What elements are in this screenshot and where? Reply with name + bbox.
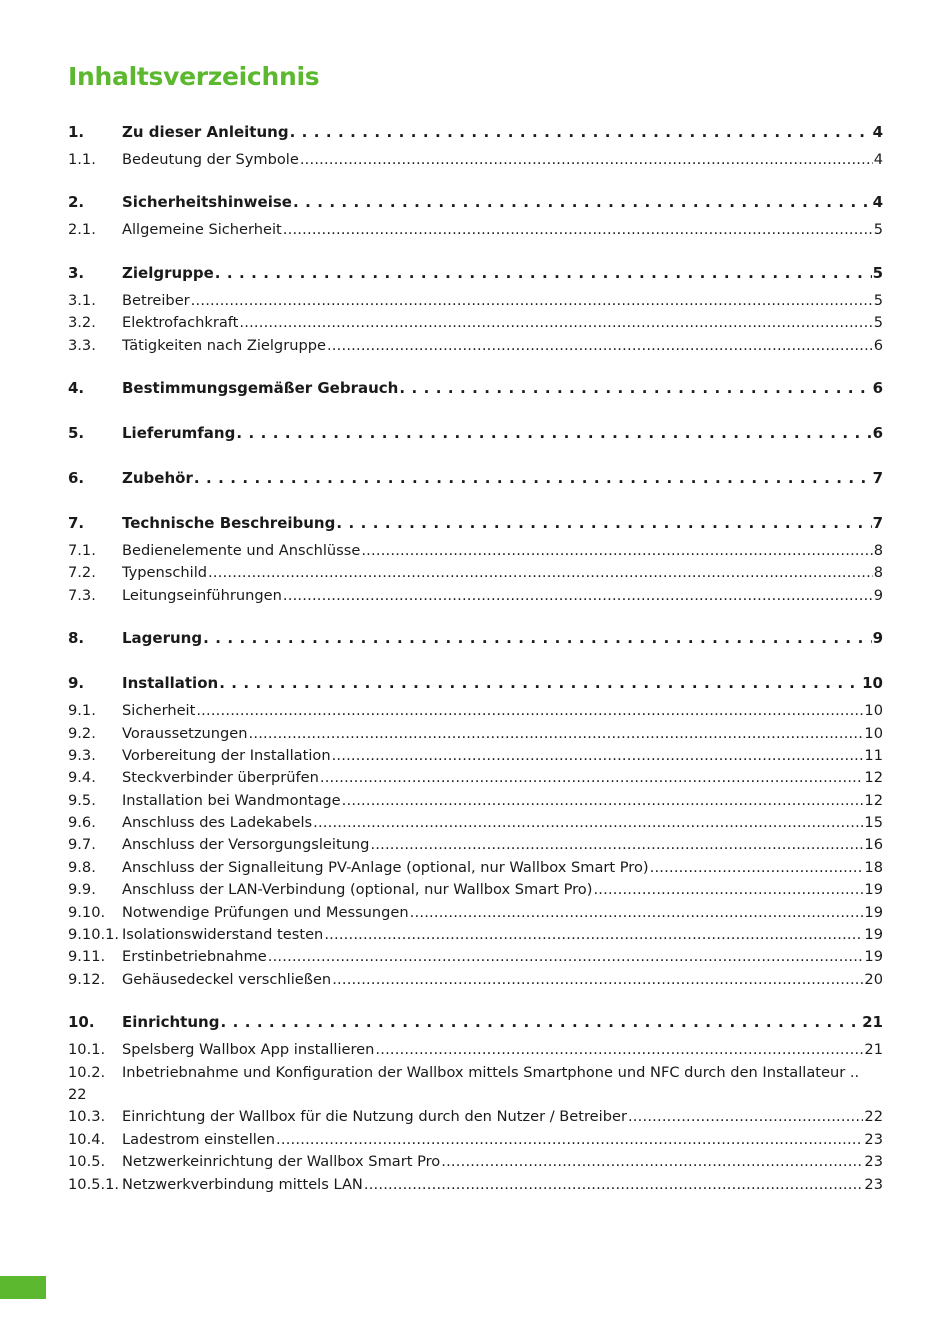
toc-section-number: 10.5.1. bbox=[68, 1175, 120, 1193]
toc-chapter-title: Einrichtung bbox=[122, 1013, 220, 1032]
toc-page-number: 4 bbox=[872, 193, 883, 212]
toc-page-number: 5 bbox=[872, 263, 883, 282]
toc-dot-leader bbox=[364, 1174, 864, 1196]
toc-section-entry[interactable] bbox=[68, 745, 883, 767]
toc-page-number: 20 bbox=[864, 970, 883, 988]
toc-section-title: Elektrofachkraft bbox=[122, 314, 239, 332]
toc-page-number: 15 bbox=[864, 814, 883, 832]
toc-dot-leader bbox=[239, 312, 872, 334]
toc-section-entry[interactable] bbox=[68, 149, 883, 171]
toc-dot-leader bbox=[320, 767, 864, 789]
toc-section-entry[interactable] bbox=[68, 1151, 883, 1173]
toc-chapter-entry[interactable] bbox=[68, 188, 883, 216]
table-of-contents bbox=[68, 118, 883, 1196]
toc-section-title: Anschluss der Versorgungsleitung bbox=[122, 836, 370, 854]
toc-chapter-title: Sicherheitshinweise bbox=[122, 193, 292, 212]
toc-dot-leader bbox=[650, 857, 864, 879]
toc-section-entry[interactable] bbox=[68, 946, 883, 968]
toc-section-number: 7.3. bbox=[68, 586, 96, 604]
toc-dot-leader bbox=[313, 812, 863, 834]
toc-page-number: 18 bbox=[864, 858, 883, 876]
toc-dot-leader bbox=[283, 585, 873, 607]
toc-section-number: 9.7. bbox=[68, 836, 96, 854]
toc-chapter-title: Zubehör bbox=[122, 468, 193, 487]
toc-chapter-number: 4. bbox=[68, 378, 85, 397]
toc-section-number: 10.1. bbox=[68, 1041, 106, 1059]
toc-section-number: 9.1. bbox=[68, 702, 96, 720]
toc-page-number: 4 bbox=[873, 151, 883, 168]
toc-chapter bbox=[68, 509, 883, 607]
toc-chapter bbox=[68, 419, 883, 447]
toc-section-title: Bedienelemente und Anschlüsse bbox=[122, 541, 361, 559]
toc-chapter bbox=[68, 669, 883, 991]
toc-chapter-entry[interactable] bbox=[68, 118, 883, 146]
toc-chapter-entry[interactable] bbox=[68, 669, 883, 697]
toc-chapter bbox=[68, 259, 883, 357]
toc-section-entry[interactable] bbox=[68, 312, 883, 334]
toc-section-title: Einrichtung der Wallbox für die Nutzung durch den Nutzer / Betreiber bbox=[122, 1108, 627, 1126]
toc-page-number: 19 bbox=[864, 948, 883, 966]
toc-dot-leader bbox=[220, 1008, 861, 1036]
toc-section-entry[interactable] bbox=[68, 924, 883, 946]
toc-section-number: 7.2. bbox=[68, 564, 96, 582]
toc-section-title: Inbetriebnahme und Konfiguration der Wallbox mittels Smartphone und NFC durch den Installateur .. bbox=[122, 1063, 860, 1081]
toc-page-number: 11 bbox=[864, 746, 883, 764]
toc-page-number: 23 bbox=[864, 1153, 883, 1171]
toc-chapter-title: Technische Beschreibung bbox=[122, 513, 336, 532]
toc-section-title: Gehäusedeckel verschließen bbox=[122, 970, 332, 988]
toc-chapter-number: 9. bbox=[68, 674, 85, 693]
toc-dot-leader bbox=[196, 700, 863, 722]
toc-chapter-entry[interactable] bbox=[68, 509, 883, 537]
toc-page-number: 10 bbox=[862, 674, 883, 693]
toc-page-number: 5 bbox=[873, 221, 883, 239]
toc-dot-leader bbox=[342, 790, 864, 812]
toc-dot-leader bbox=[300, 149, 873, 171]
toc-page-number: 12 bbox=[864, 791, 883, 809]
toc-dot-leader bbox=[283, 219, 873, 241]
toc-page-number: 19 bbox=[864, 903, 883, 921]
toc-chapter-entry[interactable] bbox=[68, 1008, 883, 1036]
toc-page-number: 10 bbox=[864, 724, 883, 742]
toc-dot-leader bbox=[236, 419, 871, 447]
toc-section-number: 7.1. bbox=[68, 541, 96, 559]
toc-page-number: 22 bbox=[864, 1108, 883, 1126]
toc-chapter-number: 2. bbox=[68, 193, 85, 212]
toc-section-entry[interactable] bbox=[68, 902, 883, 924]
toc-chapter bbox=[68, 1008, 883, 1196]
toc-chapter-title: Installation bbox=[122, 674, 219, 693]
toc-section-entry[interactable] bbox=[68, 879, 883, 901]
toc-section-entry[interactable] bbox=[68, 540, 883, 562]
toc-section-number: 1.1. bbox=[68, 151, 96, 168]
toc-page-number: 23 bbox=[864, 1130, 883, 1148]
toc-section-entry[interactable] bbox=[68, 1106, 883, 1128]
toc-section-entry[interactable] bbox=[68, 834, 883, 856]
toc-section-entry[interactable] bbox=[68, 767, 883, 789]
toc-dot-leader bbox=[324, 924, 863, 946]
toc-section-entry[interactable] bbox=[68, 1174, 883, 1196]
toc-section-entry[interactable] bbox=[68, 219, 883, 241]
toc-section-number: 9.4. bbox=[68, 769, 96, 787]
toc-page-number: 23 bbox=[864, 1175, 883, 1193]
toc-page-number: 19 bbox=[864, 881, 883, 899]
toc-dot-leader bbox=[208, 562, 873, 584]
toc-dot-leader bbox=[327, 335, 873, 357]
toc-page-number: 6 bbox=[872, 378, 883, 397]
toc-dot-leader bbox=[375, 1039, 863, 1061]
toc-page-number: 5 bbox=[873, 314, 883, 332]
toc-section-title: Allgemeine Sicherheit bbox=[122, 221, 282, 239]
toc-section-title: Ladestrom einstellen bbox=[122, 1130, 276, 1148]
toc-page-number: 9 bbox=[872, 629, 883, 648]
toc-section-number: 3.1. bbox=[68, 291, 96, 309]
toc-page-number: 8 bbox=[873, 541, 883, 559]
toc-page-number: 7 bbox=[872, 468, 883, 487]
toc-chapter-title: Lagerung bbox=[122, 629, 203, 648]
toc-section-entry[interactable] bbox=[68, 700, 883, 722]
toc-chapter-entry[interactable] bbox=[68, 624, 883, 652]
toc-section-title: Tätigkeiten nach Zielgruppe bbox=[122, 336, 326, 354]
toc-dot-leader bbox=[410, 902, 864, 924]
toc-section-title: Typenschild bbox=[122, 564, 208, 582]
toc-section-number: 9.9. bbox=[68, 881, 96, 899]
toc-section-entry-continued[interactable] bbox=[68, 1084, 883, 1106]
toc-section-entry[interactable] bbox=[68, 1039, 883, 1061]
toc-page-number: 12 bbox=[864, 769, 883, 787]
toc-section-title: Notwendige Prüfungen und Messungen bbox=[122, 903, 409, 921]
toc-section-title: Spelsberg Wallbox App installieren bbox=[122, 1041, 375, 1059]
toc-section-number: 10.5. bbox=[68, 1153, 106, 1171]
toc-section-title: Voraussetzungen bbox=[122, 724, 248, 742]
toc-chapter-number: 10. bbox=[68, 1013, 95, 1032]
toc-chapter-entry[interactable] bbox=[68, 259, 883, 287]
toc-section-entry[interactable] bbox=[68, 1129, 883, 1151]
toc-section-number: 10.4. bbox=[68, 1130, 106, 1148]
page-title: Inhaltsverzeichnis bbox=[68, 62, 320, 91]
toc-page-number: 21 bbox=[862, 1013, 883, 1032]
toc-section-entry[interactable] bbox=[68, 585, 883, 607]
toc-section-number: 9.10. bbox=[68, 903, 106, 921]
toc-section-entry[interactable] bbox=[68, 1062, 883, 1084]
toc-section-number: 9.11. bbox=[68, 948, 106, 966]
toc-chapter-title: Bestimmungsgemäßer Gebrauch bbox=[122, 378, 399, 397]
toc-chapter-title: Lieferumfang bbox=[122, 423, 236, 442]
toc-chapter-title: Zielgruppe bbox=[122, 263, 214, 282]
toc-chapter bbox=[68, 624, 883, 652]
toc-page-number: 4 bbox=[872, 123, 883, 141]
toc-chapter bbox=[68, 118, 883, 171]
toc-dot-leader bbox=[191, 290, 873, 312]
toc-chapter-title: Zu dieser Anleitung bbox=[122, 123, 289, 141]
toc-chapter-number: 7. bbox=[68, 513, 85, 532]
toc-chapter-number: 6. bbox=[68, 468, 85, 487]
toc-section-number: 9.6. bbox=[68, 814, 96, 832]
toc-section-entry[interactable] bbox=[68, 290, 883, 312]
toc-section-entry[interactable] bbox=[68, 969, 883, 991]
page-corner-tab bbox=[0, 1276, 46, 1299]
toc-dot-leader bbox=[194, 464, 872, 492]
toc-dot-leader bbox=[628, 1106, 863, 1128]
toc-section-number: 2.1. bbox=[68, 221, 96, 239]
toc-section-entry[interactable] bbox=[68, 790, 883, 812]
toc-dot-leader bbox=[361, 540, 872, 562]
toc-section-number: 9.3. bbox=[68, 746, 96, 764]
toc-section-title: Isolationswiderstand testen bbox=[122, 926, 324, 944]
toc-dot-leader bbox=[399, 374, 871, 402]
toc-chapter-entry[interactable] bbox=[68, 374, 883, 402]
toc-section-title: Anschluss der Signalleitung PV-Anlage (optional, nur Wallbox Smart Pro) bbox=[122, 858, 649, 876]
toc-page-number: 21 bbox=[864, 1041, 883, 1059]
toc-chapter-number: 3. bbox=[68, 263, 85, 282]
toc-chapter bbox=[68, 188, 883, 241]
toc-dot-leader bbox=[593, 879, 863, 901]
toc-section-entry[interactable] bbox=[68, 562, 883, 584]
toc-section-title: Leitungseinführungen bbox=[122, 586, 282, 604]
toc-page-number: 6 bbox=[873, 336, 883, 354]
toc-section-number: 9.5. bbox=[68, 791, 96, 809]
toc-chapter-entry[interactable] bbox=[68, 419, 883, 447]
toc-section-number: 9.10.1. bbox=[68, 926, 120, 944]
toc-dot-leader bbox=[203, 624, 871, 652]
toc-dot-leader bbox=[276, 1129, 863, 1151]
toc-dot-leader bbox=[441, 1151, 863, 1173]
toc-page-number: 16 bbox=[864, 836, 883, 854]
toc-section-entry[interactable] bbox=[68, 723, 883, 745]
toc-page-number: 19 bbox=[864, 926, 883, 944]
toc-dot-leader bbox=[293, 188, 872, 216]
toc-section-title: Anschluss des Ladekabels bbox=[122, 814, 313, 832]
toc-chapter-number: 5. bbox=[68, 423, 85, 442]
toc-section-entry[interactable] bbox=[68, 812, 883, 834]
toc-dot-leader bbox=[215, 259, 872, 287]
toc-section-title: Anschluss der LAN-Verbindung (optional, nur Wallbox Smart Pro) bbox=[122, 881, 593, 899]
toc-chapter-entry[interactable] bbox=[68, 464, 883, 492]
toc-section-number: 3.2. bbox=[68, 314, 96, 332]
toc-chapter bbox=[68, 374, 883, 402]
toc-section-number: 9.12. bbox=[68, 970, 106, 988]
toc-dot-leader bbox=[332, 745, 864, 767]
toc-section-title: Betreiber bbox=[122, 291, 190, 309]
toc-section-number: 10.3. bbox=[68, 1108, 106, 1126]
toc-chapter-number: 1. bbox=[68, 123, 85, 141]
toc-page-number: 8 bbox=[873, 564, 883, 582]
toc-page-number: 7 bbox=[872, 513, 883, 532]
toc-dot-leader bbox=[332, 969, 863, 991]
toc-chapter-number: 8. bbox=[68, 629, 85, 648]
toc-section-number: 9.2. bbox=[68, 724, 96, 742]
toc-section-title: Bedeutung der Symbole bbox=[122, 151, 299, 168]
toc-section-entry[interactable] bbox=[68, 857, 883, 879]
toc-section-title: Installation bei Wandmontage bbox=[122, 791, 341, 809]
toc-section-title: Vorbereitung der Installation bbox=[122, 746, 331, 764]
toc-section-entry[interactable] bbox=[68, 335, 883, 357]
toc-chapter bbox=[68, 464, 883, 492]
toc-dot-leader bbox=[249, 723, 864, 745]
toc-section-title: Erstinbetriebnahme bbox=[122, 948, 267, 966]
toc-section-number: 10.2. bbox=[68, 1063, 106, 1081]
toc-dot-leader bbox=[219, 669, 861, 697]
toc-dot-leader bbox=[268, 946, 864, 968]
toc-page-number: 9 bbox=[873, 586, 883, 604]
toc-dot-leader bbox=[336, 509, 871, 537]
toc-section-title: Sicherheit bbox=[122, 702, 196, 720]
toc-page-number: 10 bbox=[864, 702, 883, 720]
toc-dot-leader bbox=[290, 118, 872, 146]
toc-dot-leader bbox=[370, 834, 863, 856]
toc-page-number: 6 bbox=[872, 423, 883, 442]
toc-page-number: 22 bbox=[68, 1086, 87, 1103]
toc-page-number: 5 bbox=[873, 291, 883, 309]
toc-section-title: Steckverbinder überprüfen bbox=[122, 769, 319, 787]
toc-section-number: 3.3. bbox=[68, 336, 96, 354]
toc-section-title: Netzwerkverbindung mittels LAN bbox=[122, 1175, 363, 1193]
toc-section-title: Netzwerkeinrichtung der Wallbox Smart Pro bbox=[122, 1153, 441, 1171]
toc-section-number: 9.8. bbox=[68, 858, 96, 876]
